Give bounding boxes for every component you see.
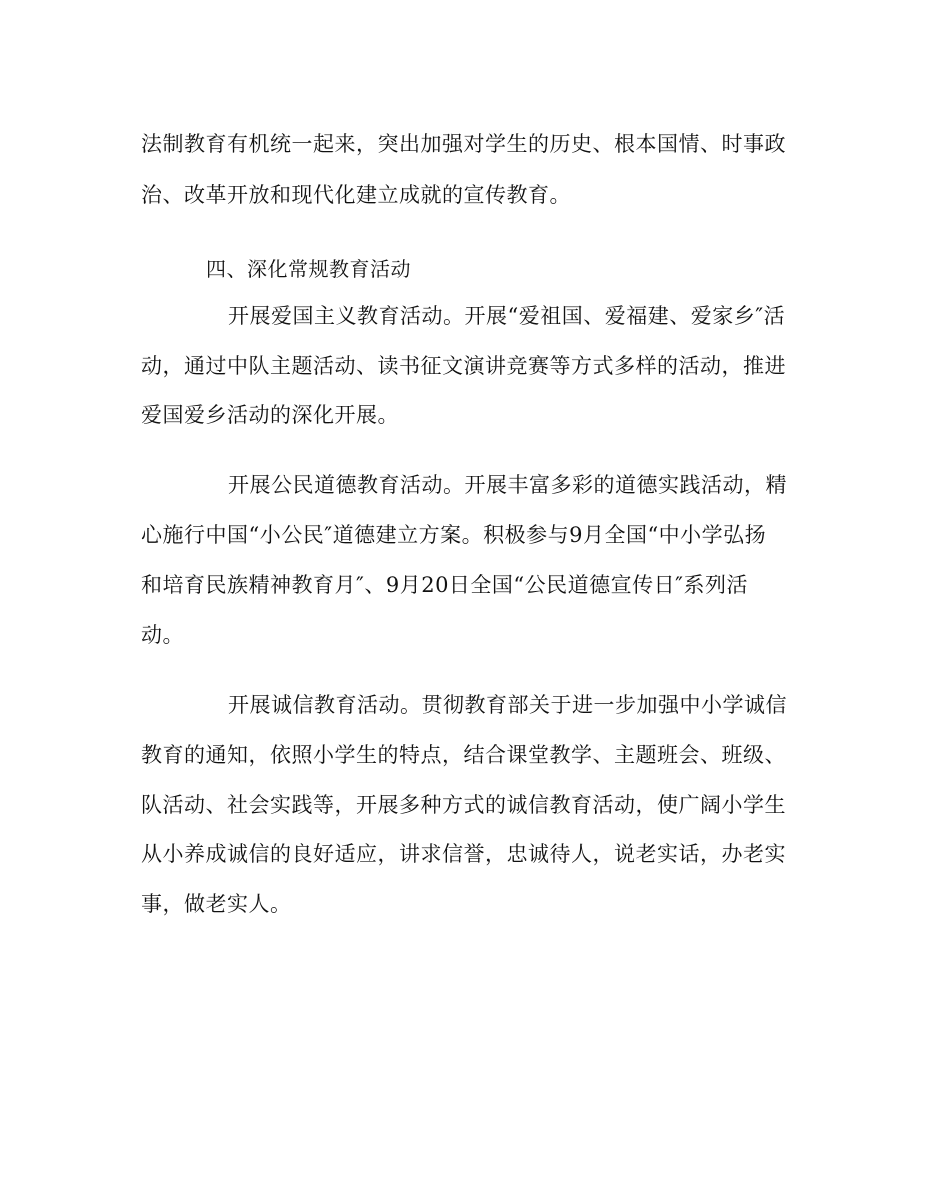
paragraph-continued-line-2: 治、改革开放和现代化建立成就的宣传教育。 (141, 183, 571, 207)
paragraph-civic-line-3: 和培育民族精神教育月″、9月20日全国“公民道德宣传日″系列活 (141, 573, 749, 597)
paragraph-continued-line-1: 法制教育有机统一起来，突出加强对学生的历史、根本国情、时事政 (141, 132, 786, 156)
section-heading: 四、深化常规教育活动 (206, 257, 411, 281)
paragraph-patriotic-line-2: 动，通过中队主题活动、读书征文演讲竞赛等方式多样的活动，推进 (141, 354, 786, 378)
paragraph-integrity-line-5: 事，做老实人。 (141, 892, 292, 916)
paragraph-patriotic-line-1: 开展爱国主义教育活动。开展“爱祖国、爱福建、爱家乡″活 (228, 304, 786, 328)
paragraph-civic-line-4: 动。 (141, 623, 184, 647)
paragraph-civic-line-1: 开展公民道德教育活动。开展丰富多彩的道德实践活动，精 (228, 473, 787, 497)
paragraph-patriotic-line-3: 爱国爱乡活动的深化开展。 (141, 403, 399, 427)
paragraph-integrity-line-4: 从小养成诚信的良好适应，讲求信誉，忠诚待人，说老实话，办老实 (141, 842, 786, 866)
paragraph-integrity-line-2: 教育的通知，依照小学生的特点，结合课堂教学、主题班会、班级、 (141, 743, 786, 767)
paragraph-integrity-line-3: 队活动、社会实践等，开展多种方式的诚信教育活动，使广阔小学生 (141, 793, 786, 817)
paragraph-civic-line-2: 心施行中国“小公民″道德建立方案。积极参与9月全国“中小学弘扬 (141, 523, 767, 547)
paragraph-integrity-line-1: 开展诚信教育活动。贯彻教育部关于进一步加强中小学诚信 (228, 693, 787, 717)
